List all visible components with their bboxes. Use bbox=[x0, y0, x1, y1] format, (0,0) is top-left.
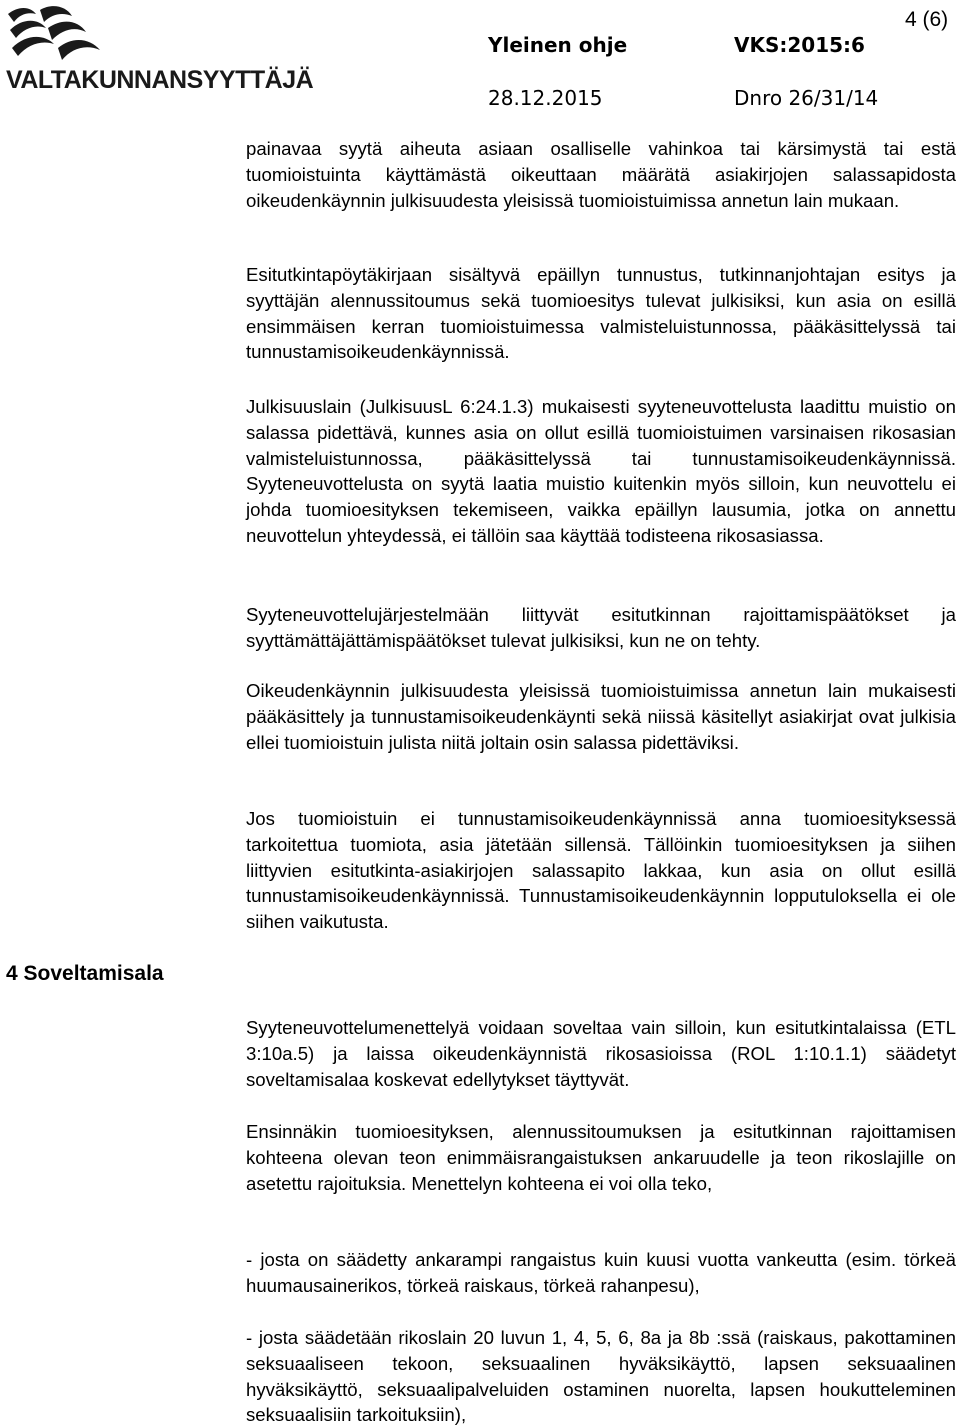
list-item: - josta säädetään rikoslain 20 luvun 1, 4, 5, 6, 8a ja 8b :ssä (raiskaus, pakottaminen seksuaaliseen tekoon, seksuaalinen hyväksikäyttö, lapsen seksuaalinen hyväksikäyttö, seksuaalipalveluiden ostaminen nuorelta, lapsen houkutteleminen seksuaalisiin tarkoituksiin), bbox=[246, 1327, 956, 1426]
document-date: 28.12.2015 bbox=[488, 86, 603, 110]
page-number: 4 (6) bbox=[905, 8, 949, 31]
list-item: - josta on säädetty ankarampi rangaistus kuin kuusi vuotta vankeutta (esim. törkeä huumausainerikos, törkeä raiskaus, törkeä rahanpesu), bbox=[246, 1249, 956, 1296]
valtakunnansyyttaja-logo-icon bbox=[6, 4, 116, 64]
paragraph: Julkisuuslain (JulkisuusL 6:24.1.3) mukaisesti syyteneuvottelusta laadittu muistio on salassa pidettävä, kunnes asia on ollut esillä tuomioistuimen varsinaisen rikosasian valmisteluistunnossa, pääkäsittelyssä tai tunnustamisoikeudenkäynnissä. Syyteneuvottelusta on syytä laatia muistio kuitenkin myös silloin, kun neuvottelu ei johda tuomioesityksen tekemiseen, vaikka epäillyn lausumia, jotka on annettu neuvottelun yhteydessä, ei tällöin saa käyttää todisteena rikosasiassa. bbox=[246, 396, 956, 546]
paragraph: Oikeudenkäynnin julkisuudesta yleisissä tuomioistuimissa annetun lain mukaisesti pääkäsittely ja tunnustamisoikeudenkäynti sekä niissä käsitellyt asiakirjat ovat julkisia ellei tuomioistuin julista niitä joltain osin salassa pidettäviksi. bbox=[246, 680, 956, 753]
document-code: VKS:2015:6 bbox=[734, 33, 865, 57]
section-heading-scope: 4 Soveltamisala bbox=[6, 962, 164, 985]
paragraph: Ensinnäkin tuomioesityksen, alennussitoumuksen ja esitutkinnan rajoittamisen kohteena olevan teon enimmäisrangaistuksen ankaruudelle ja teon rikoslajille on asetettu rajoituksia. Menettelyn kohteena ei voi olla teko, bbox=[246, 1121, 956, 1194]
document-type: Yleinen ohje bbox=[488, 33, 628, 57]
organization-name: VALTAKUNNANSYYTTÄJÄ bbox=[6, 66, 314, 94]
paragraph: Syyteneuvottelujärjestelmään liittyvät esitutkinnan rajoittamispäätökset ja syyttämättäjättämispäätökset tulevat julkisiksi, kun ne on tehty. bbox=[246, 604, 956, 651]
paragraph: Jos tuomioistuin ei tunnustamisoikeudenkäynnissä anna tuomioesityksessä tarkoitettua tuomiota, asia jätetään sillensä. Tällöinkin tuomioesityksen ja siihen liittyvien esitutkinta-asiakirjojen salassapito lakkaa, kun asia on ollut esillä tunnustamisoikeudenkäynnissä. Tunnustamisoikeudenkäynnin lopputuloksella ei ole siihen vaikutusta. bbox=[246, 808, 956, 933]
paragraph: Syyteneuvottelumenettelyä voidaan soveltaa vain silloin, kun esitutkintalaissa (ETL 3:10a.5) ja laissa oikeudenkäynnistä rikosasioissa (ROL 1:10.1.1) säädetyt soveltamisalaa koskevat edellytykset täyttyvät. bbox=[246, 1017, 956, 1090]
paragraph: painavaa syytä aiheuta asiaan osalliselle vahinkoa tai kärsimystä tai estä tuomioistuinta käyttämästä oikeuttaan määrätä asiakirjojen salassapidosta oikeudenkäynnin julkisuudesta yleisissä tuomioistuimissa annetun lain mukaan. bbox=[246, 138, 956, 211]
organization-logo bbox=[6, 4, 314, 104]
paragraph: Esitutkintapöytäkirjaan sisältyvä epäillyn tunnustus, tutkinnanjohtajan esitys ja syyttäjän alennussitoumus sekä tuomioesitys tulevat julkisiksi, kun asia on esillä ensimmäisen kerran tuomioistuimessa valmisteluistunnossa, pääkäsittelyssä tai tunnustamisoikeudenkäynnissä. bbox=[246, 264, 956, 363]
record-number: Dnro 26/31/14 bbox=[734, 86, 879, 110]
